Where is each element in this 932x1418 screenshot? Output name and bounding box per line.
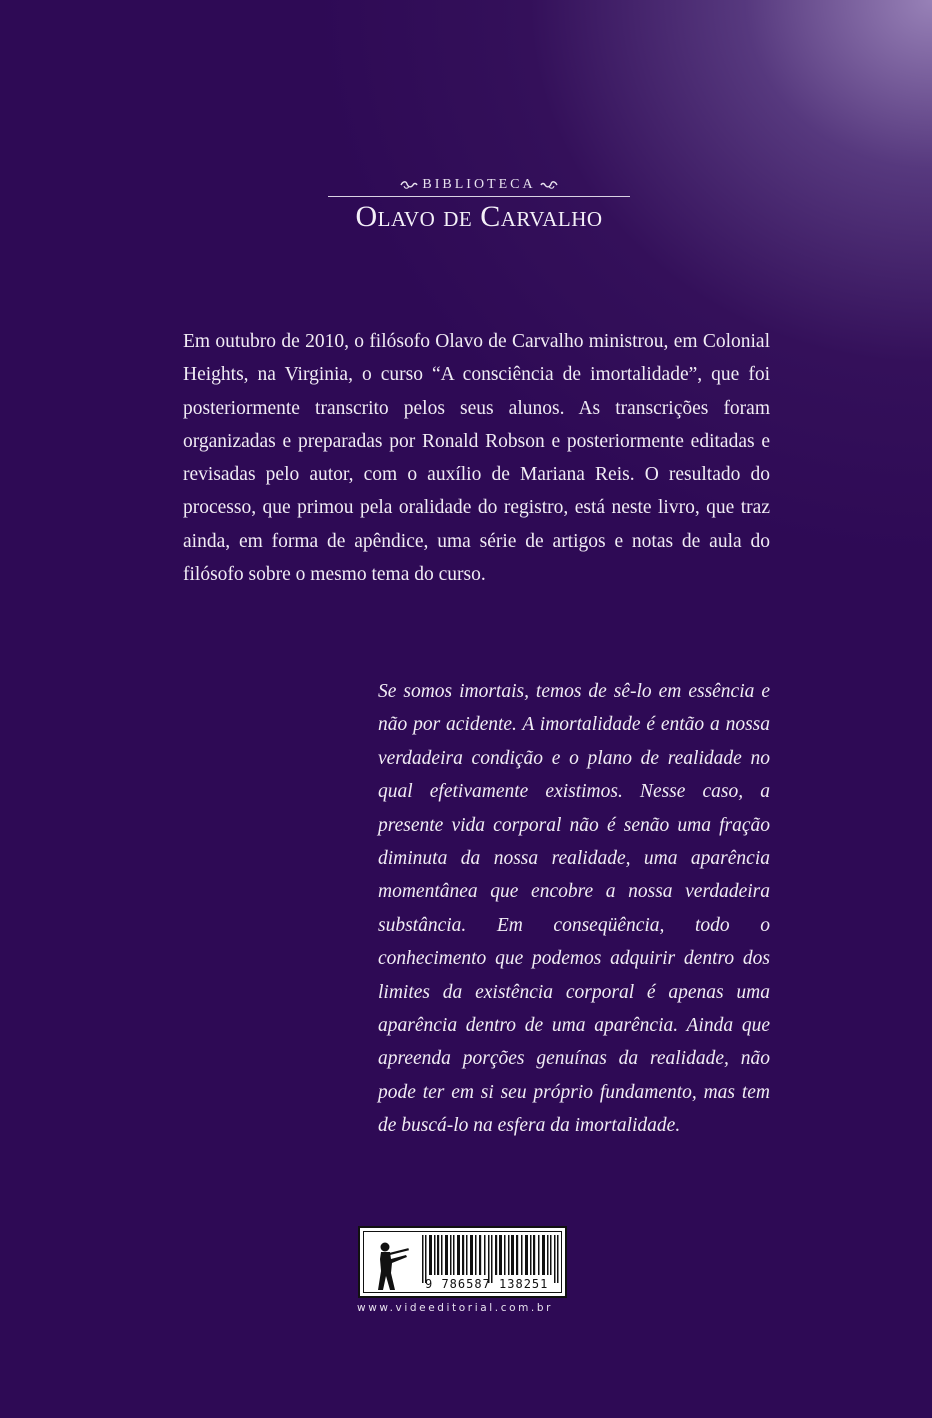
isbn-digits: 9 786587 138251 [425, 1277, 549, 1291]
series-top-label: BIBLIOTECA [422, 177, 536, 192]
left-flourish-icon [400, 180, 418, 190]
barcode [358, 1226, 567, 1298]
book-quote: Se somos imortais, temos de sê-lo em essência e não por acidente. A imortalidade é então a nossa verdadeira condição e o plano de realidade no qual efetivamente existimos. Nesse caso, a presente vida corporal não é senão uma fração diminuta da nossa realidade, uma aparência momentânea que encobre a nossa verdadeira substância. Em conseqüência, todo o conhecimento que podemos adquirir dentro dos limites da existência corporal é apenas uma aparência dentro de uma aparência. Ainda que apreenda porções genuínas da realidade, não pode ter em si seu próprio fundamento, mas tem de buscá-lo na esfera da imortalidade. [378, 681, 770, 1137]
series-top-line [328, 174, 630, 196]
barcode-bars [422, 1235, 562, 1283]
barcode-frame [363, 1231, 562, 1293]
right-flourish-icon [540, 180, 558, 190]
series-name: Olavo de Carvalho [355, 200, 603, 233]
series-divider [328, 196, 630, 197]
book-description: Em outubro de 2010, o filósofo Olavo de Carvalho ministrou, em Colonial Heights, na Virginia, o curso “A consciência de imortalidade”, que foi posteriormente transcrito pelos seus alunos. As transcrições foram organizadas e preparadas por Ronald Robson e posteriormente editadas e revisadas pelo autor, com o auxílio de Mariana Reis. O resultado do processo, que primou pela oralidade do registro, está neste livro, que traz ainda, em forma de apêndice, uma série de artigos e notas de aula do filósofo sobre o mesmo tema do curso. [183, 331, 770, 586]
hunter-with-rifle-icon [372, 1235, 412, 1295]
publisher-website[interactable]: www.videeditorial.com.br [357, 1302, 554, 1314]
series-block [328, 174, 630, 235]
